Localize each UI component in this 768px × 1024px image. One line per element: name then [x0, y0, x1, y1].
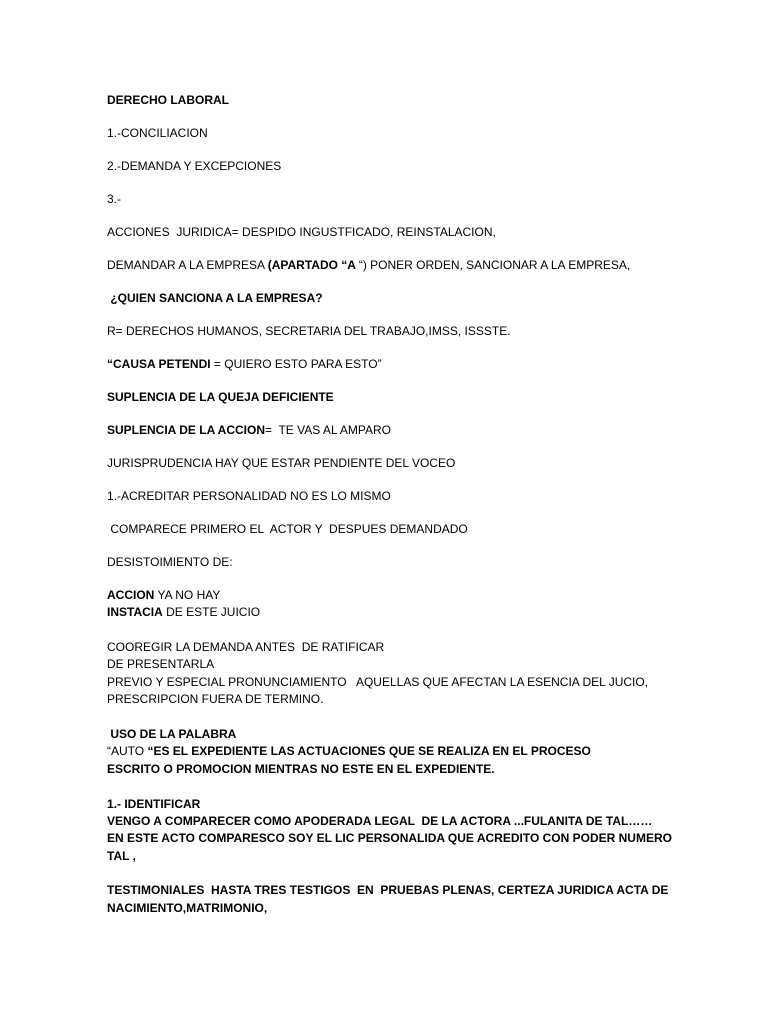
prescripcion-line: PRESCRIPCION FUERA DE TERMINO.: [107, 692, 324, 706]
demandar-line: [107, 257, 630, 274]
accion-term: ACCION: [107, 588, 155, 602]
quien-sanciona-question: ¿QUIEN SANCIONA A LA EMPRESA?: [107, 291, 323, 305]
item-demanda: 2.-DEMANDA Y EXCEPCIONES: [107, 159, 282, 173]
demandar-text: DEMANDAR A LA EMPRESA: [107, 258, 268, 272]
tal-line: TAL ,: [107, 849, 136, 863]
instancia-term: INSTACIA: [107, 605, 163, 619]
accion-def: YA NO HAY: [154, 588, 221, 602]
testimoniales-line: TESTIMONIALES HASTA TRES TESTIGOS EN PRUEBAS PLENAS, CERTEZA JURIDICA ACTA DE: [107, 883, 669, 897]
document-title: DERECHO LABORAL: [107, 93, 229, 107]
comparece-line: COMPARECE PRIMERO EL ACTOR Y DESPUES DEMANDADO: [107, 522, 468, 536]
item-conciliacion: 1.-CONCILIACION: [107, 126, 208, 140]
demandar-rest: “) PONER ORDEN, SANCIONAR A LA EMPRESA,: [358, 258, 631, 272]
causa-petendi-term: “CAUSA PETENDI: [107, 357, 211, 371]
previo-line: PREVIO Y ESPECIAL PRONUNCIAMIENTO AQUELLAS QUE AFECTAN LA ESENCIA DEL JUCIO,: [107, 675, 649, 689]
vengo-line: VENGO A COMPARECER COMO APODERADA LEGAL DE LA ACTORA ...FULANITA DE TAL……: [107, 814, 653, 828]
en-este-acto-line: EN ESTE ACTO COMPARESCO SOY EL LIC PERSONALIDA QUE ACREDITO CON PODER NUMERO: [107, 831, 672, 845]
jurisprudencia-line: JURISPRUDENCIA HAY QUE ESTAR PENDIENTE DEL VOCEO: [107, 456, 456, 470]
escrito-line: ESCRITO O PROMOCION MIENTRAS NO ESTE EN EL EXPEDIENTE.: [107, 762, 495, 776]
causa-petendi-def: = QUIERO ESTO PARA ESTO”: [210, 357, 382, 371]
causa-petendi-line: [107, 356, 382, 373]
apartado-a: (APARTADO “A: [267, 258, 359, 272]
presentarla-line: DE PRESENTARLA: [107, 657, 215, 671]
identificar-heading: 1.- IDENTIFICAR: [107, 797, 201, 811]
auto-def: “ES EL EXPEDIENTE LAS ACTUACIONES QUE SE REALIZA EN EL PROCESO: [147, 744, 591, 758]
instancia-line: [107, 604, 260, 621]
corregir-line: COOREGIR LA DEMANDA ANTES DE RATIFICAR: [107, 640, 385, 654]
accion-line: [107, 587, 220, 604]
acreditar-line: 1.-ACREDITAR PERSONALIDAD NO ES LO MISMO: [107, 489, 391, 503]
nacimiento-line: NACIMIENTO,MATRIMONIO,: [107, 901, 268, 915]
suplencia-accion-line: [107, 422, 391, 439]
respuesta-line: R= DERECHOS HUMANOS, SECRETARIA DEL TRABAJO,IMSS, ISSSTE.: [107, 324, 511, 338]
desistimiento-line: DESISTOIMIENTO DE:: [107, 555, 233, 569]
item-3: 3.-: [107, 192, 122, 206]
instancia-def: DE ESTE JUICIO: [162, 605, 261, 619]
suplencia-queja: SUPLENCIA DE LA QUEJA DEFICIENTE: [107, 390, 334, 404]
uso-palabra-heading: USO DE LA PALABRA: [107, 727, 237, 741]
auto-line: [107, 743, 591, 760]
suplencia-accion-term: SUPLENCIA DE LA ACCION: [107, 423, 266, 437]
acciones-line: ACCIONES JURIDICA= DESPIDO INGUSTFICADO, REINSTALACION,: [107, 225, 496, 239]
auto-term: “AUTO: [107, 744, 148, 758]
suplencia-accion-def: = TE VAS AL AMPARO: [265, 423, 391, 437]
